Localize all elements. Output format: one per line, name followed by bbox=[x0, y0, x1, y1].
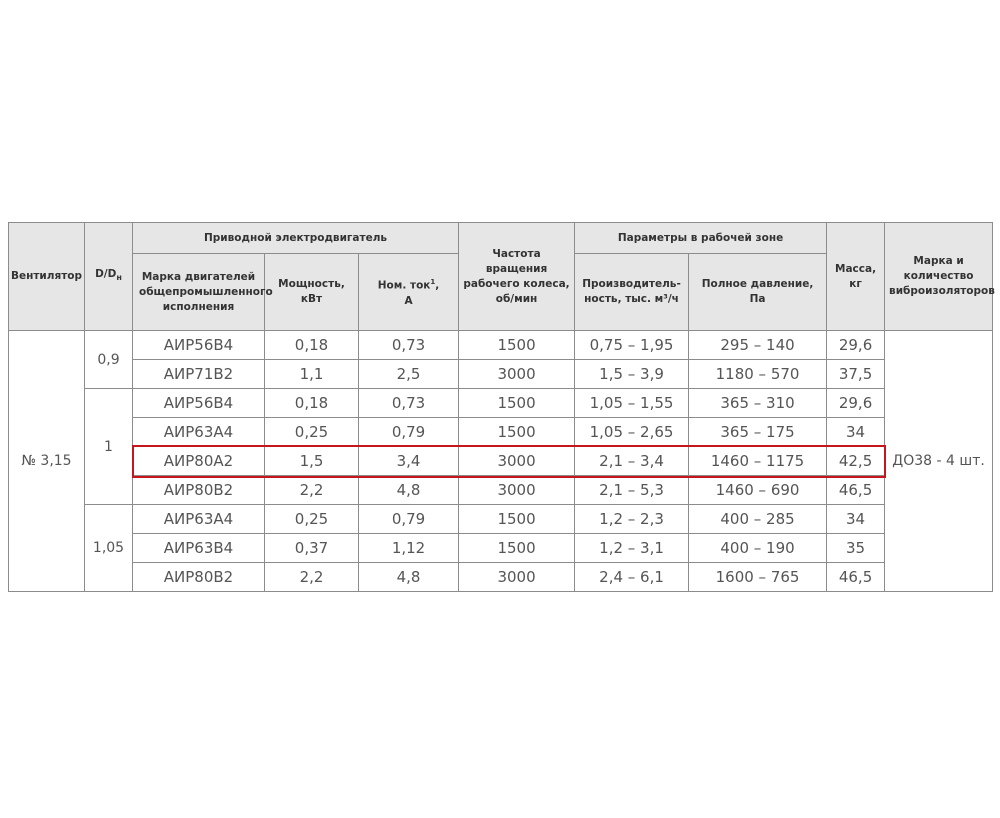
cell-power: 0,18 bbox=[265, 331, 359, 360]
table-row bbox=[9, 418, 993, 447]
cell-capacity: 1,05 – 2,65 bbox=[575, 418, 689, 447]
cell-current: 4,8 bbox=[359, 476, 459, 505]
cell-pressure: 1460 – 1175 bbox=[689, 447, 827, 476]
cell-motor: АИР80А2 bbox=[133, 447, 265, 476]
cell-power: 2,2 bbox=[265, 476, 359, 505]
table-body bbox=[9, 331, 993, 592]
header-fan: Вентилятор bbox=[9, 223, 85, 331]
cell-rpm: 3000 bbox=[459, 476, 575, 505]
cell-motor: АИР80В2 bbox=[133, 476, 265, 505]
header-params-group: Параметры в рабочей зоне bbox=[575, 223, 827, 254]
table-row bbox=[9, 360, 993, 389]
cell-dd: 0,9 bbox=[85, 331, 133, 389]
cell-motor: АИР63А4 bbox=[133, 505, 265, 534]
header-current: Ном. ток$^1$, А bbox=[359, 254, 459, 331]
cell-mass: 29,6 bbox=[827, 331, 885, 360]
cell-rpm: 1500 bbox=[459, 505, 575, 534]
cell-motor: АИР56В4 bbox=[133, 331, 265, 360]
cell-rpm: 3000 bbox=[459, 447, 575, 476]
header-dd: $D/D_н$ bbox=[85, 223, 133, 331]
cell-fan: № 3,15 bbox=[9, 331, 85, 592]
cell-mass: 46,5 bbox=[827, 476, 885, 505]
cell-power: 2,2 bbox=[265, 563, 359, 592]
cell-capacity: 1,2 – 2,3 bbox=[575, 505, 689, 534]
cell-mass: 34 bbox=[827, 505, 885, 534]
header-pressure: Полное давление, Па bbox=[689, 254, 827, 331]
cell-pressure: 1180 – 570 bbox=[689, 360, 827, 389]
cell-capacity: 2,4 – 6,1 bbox=[575, 563, 689, 592]
cell-rpm: 1500 bbox=[459, 534, 575, 563]
table-row bbox=[9, 534, 993, 563]
cell-current: 1,12 bbox=[359, 534, 459, 563]
cell-pressure: 295 – 140 bbox=[689, 331, 827, 360]
cell-capacity: 0,75 – 1,95 bbox=[575, 331, 689, 360]
cell-motor: АИР71В2 bbox=[133, 360, 265, 389]
header-motor-brand: Марка двигателей общепромышленного исполнения bbox=[133, 254, 265, 331]
cell-power: 1,1 bbox=[265, 360, 359, 389]
cell-motor: АИР63В4 bbox=[133, 534, 265, 563]
header-mass: Масса, кг bbox=[827, 223, 885, 331]
cell-dd: 1 bbox=[85, 389, 133, 505]
cell-mass: 29,6 bbox=[827, 389, 885, 418]
cell-mass: 42,5 bbox=[827, 447, 885, 476]
cell-pressure: 1460 – 690 bbox=[689, 476, 827, 505]
cell-rpm: 1500 bbox=[459, 389, 575, 418]
cell-motor: АИР80В2 bbox=[133, 563, 265, 592]
cell-power: 0,37 bbox=[265, 534, 359, 563]
cell-rpm: 1500 bbox=[459, 331, 575, 360]
cell-pressure: 400 – 190 bbox=[689, 534, 827, 563]
table-row bbox=[9, 331, 993, 360]
cell-power: 0,25 bbox=[265, 505, 359, 534]
cell-pressure: 365 – 175 bbox=[689, 418, 827, 447]
cell-power: 0,18 bbox=[265, 389, 359, 418]
cell-pressure: 400 – 285 bbox=[689, 505, 827, 534]
fan-spec-table bbox=[8, 222, 993, 592]
header-power: Мощность, кВт bbox=[265, 254, 359, 331]
table-row bbox=[9, 563, 993, 592]
header-isolators: Марка и количество виброизоляторов bbox=[885, 223, 993, 331]
cell-capacity: 1,5 – 3,9 bbox=[575, 360, 689, 389]
cell-current: 0,79 bbox=[359, 418, 459, 447]
cell-motor: АИР56В4 bbox=[133, 389, 265, 418]
table-row-highlighted bbox=[9, 447, 993, 476]
cell-capacity: 1,05 – 1,55 bbox=[575, 389, 689, 418]
cell-dd: 1,05 bbox=[85, 505, 133, 592]
cell-power: 1,5 bbox=[265, 447, 359, 476]
cell-pressure: 365 – 310 bbox=[689, 389, 827, 418]
table-header bbox=[9, 223, 993, 331]
cell-mass: 46,5 bbox=[827, 563, 885, 592]
header-rpm: Частота вращения рабочего колеса, об/мин bbox=[459, 223, 575, 331]
header-capacity: Производитель-ность, тыс. м³/ч bbox=[575, 254, 689, 331]
cell-mass: 34 bbox=[827, 418, 885, 447]
table-row bbox=[9, 389, 993, 418]
cell-current: 0,73 bbox=[359, 331, 459, 360]
cell-rpm: 3000 bbox=[459, 563, 575, 592]
cell-power: 0,25 bbox=[265, 418, 359, 447]
table-row bbox=[9, 505, 993, 534]
cell-rpm: 1500 bbox=[459, 418, 575, 447]
cell-capacity: 2,1 – 3,4 bbox=[575, 447, 689, 476]
cell-current: 4,8 bbox=[359, 563, 459, 592]
cell-isolators: ДО38 - 4 шт. bbox=[885, 331, 993, 592]
cell-current: 0,73 bbox=[359, 389, 459, 418]
cell-mass: 37,5 bbox=[827, 360, 885, 389]
table-row bbox=[9, 476, 993, 505]
cell-current: 0,79 bbox=[359, 505, 459, 534]
cell-capacity: 2,1 – 5,3 bbox=[575, 476, 689, 505]
spec-table-wrapper bbox=[8, 222, 995, 592]
cell-motor: АИР63А4 bbox=[133, 418, 265, 447]
cell-pressure: 1600 – 765 bbox=[689, 563, 827, 592]
cell-capacity: 1,2 – 3,1 bbox=[575, 534, 689, 563]
cell-rpm: 3000 bbox=[459, 360, 575, 389]
cell-mass: 35 bbox=[827, 534, 885, 563]
cell-current: 3,4 bbox=[359, 447, 459, 476]
cell-current: 2,5 bbox=[359, 360, 459, 389]
header-motor-group: Приводной электродвигатель bbox=[133, 223, 459, 254]
